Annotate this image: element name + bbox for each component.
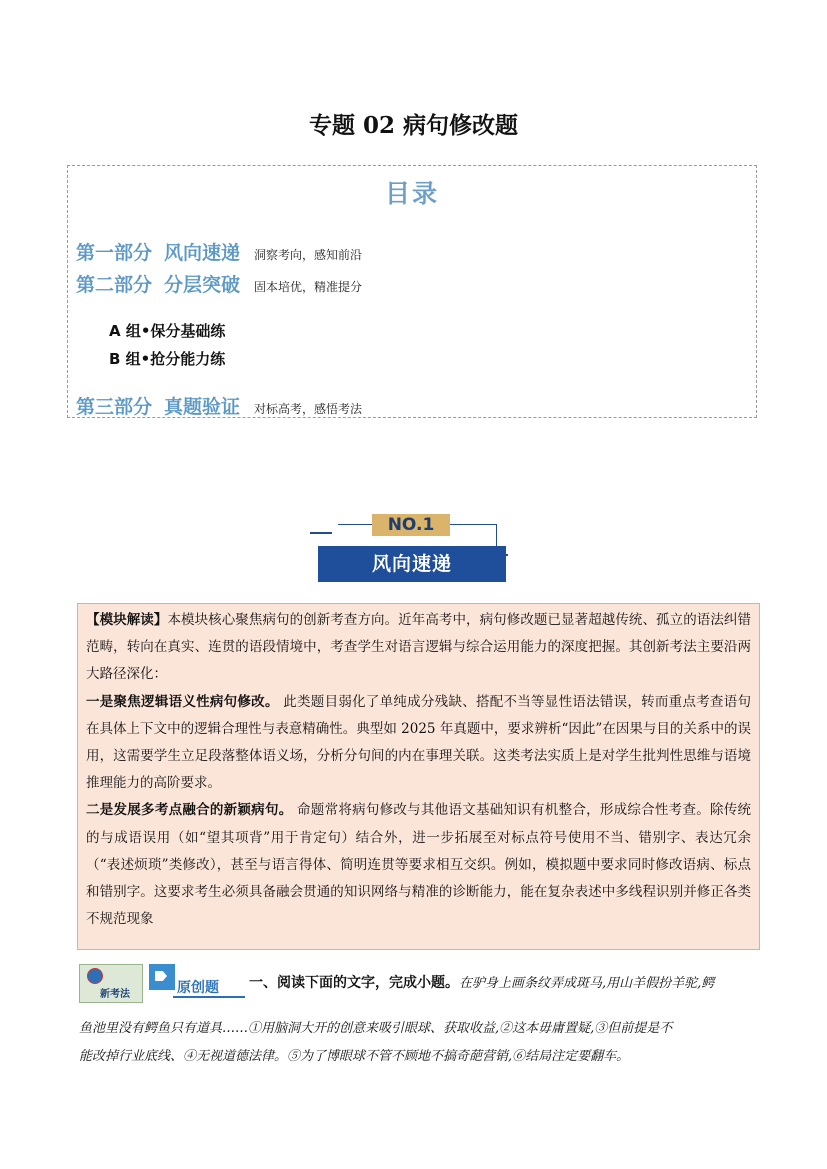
underline [173, 996, 245, 998]
point-1-head: 一是聚焦逻辑语义性病句修改。 [86, 693, 279, 710]
toc-part-1 [76, 238, 362, 265]
point-1-text: 此类题目弱化了单纯成分残缺、搭配不当等显性语法错误，转而重点考查语句在具体上下文中的逻辑合理性与表意精确性。典型如 2025 年真题中，要求辨析“因此”在因果与目的关系中的误用，这需要学生立足段落整体语义场，分析分句间的内在事理关联。这类考法实质上是对学生批判性思维与语境推理能力的高阶要求。 [86, 693, 752, 792]
module-point-1 [86, 689, 751, 798]
badge-number: NO.1 [372, 514, 450, 536]
badge-label: 风向速递 [318, 546, 506, 582]
question-text-1: 在驴身上画条纹弄成斑马,用山羊假扮羊驼,鳄 [459, 976, 715, 991]
globe-icon [87, 968, 103, 984]
new-exam-tag [79, 964, 143, 1003]
toc-part-number: 第一部分 [76, 242, 153, 264]
section-badge [310, 512, 510, 586]
toc-part-name: 分层突破 [164, 274, 241, 296]
table-of-contents [67, 165, 757, 418]
toc-part-number: 第三部分 [76, 396, 153, 418]
new-exam-label: 新考法 [100, 989, 130, 1000]
toc-part-desc: 固本培优，精准提分 [254, 280, 363, 294]
toc-group-a: A 组•保分基础练 [109, 322, 226, 340]
toc-part-name: 风向速递 [164, 242, 241, 264]
module-intro-text: 本模块核心聚焦病句的创新考查方向。近年高考中，病句修改题已显著超越传统、孤立的语法纠错范畴，转向在真实、连贯的语段情境中，考查学生对语言逻辑与综合运用能力的深度把握。其创新考法主要沿两大路径深化： [86, 612, 751, 683]
question-line-2: 鱼池里没有鳄鱼只有道具……①用脑洞大开的创意来吸引眼球、获取收益,②这本毋庸置疑,③但前提是不 [79, 1021, 673, 1036]
module-interpretation-box [77, 603, 760, 950]
point-2-text: 命题常将病句修改与其他语文基础知识有机整合，形成综合性考查。除传统的与成语误用（如“望其项背”用于肯定句）结合外，进一步拓展至对标点符号使用不当、错别字、表达冗余（“表述烦琐”类修改），甚至与语言得体、简明连贯等要求相互交织。例如，模拟题中要求同时修改语病、标点和错别字。这要求考生必须具备融会贯通的知识网络与精准的诊断能力，能在复杂表述中多线程识别并修正各类不规范现象 [86, 802, 752, 928]
toc-heading: 目录 [384, 179, 439, 208]
question-line-1 [249, 972, 714, 992]
module-point-2 [86, 797, 751, 933]
module-intro [86, 607, 751, 689]
point-2-head: 二是发展多考点融合的新颖病句。 [86, 802, 293, 819]
badge-line [310, 532, 332, 534]
question-line-3: 能改掉行业底线、④无视道德法律。⑤为了博眼球不管不顾地不搞奇葩营销,⑥结局注定要翻车。 [79, 1049, 630, 1064]
toc-part-desc: 对标高考，感悟考法 [254, 402, 363, 416]
module-intro-head: 【模块解读】 [86, 612, 168, 628]
original-question-tag [149, 964, 245, 1000]
toc-part-desc: 洞察考向，感知前沿 [254, 248, 363, 262]
toc-part-3 [76, 392, 362, 419]
toc-part-name: 真题验证 [164, 396, 241, 418]
page-title: 专题 02 病句修改题 [308, 112, 519, 139]
original-label: 原创题 [177, 980, 219, 996]
toc-part-2 [76, 270, 362, 297]
toc-part-number: 第二部分 [76, 274, 153, 296]
toc-group-b: B 组•抢分能力练 [109, 350, 226, 368]
question-lead: 一、阅读下面的文字，完成小题。 [249, 975, 459, 991]
tag-icon [149, 964, 175, 990]
